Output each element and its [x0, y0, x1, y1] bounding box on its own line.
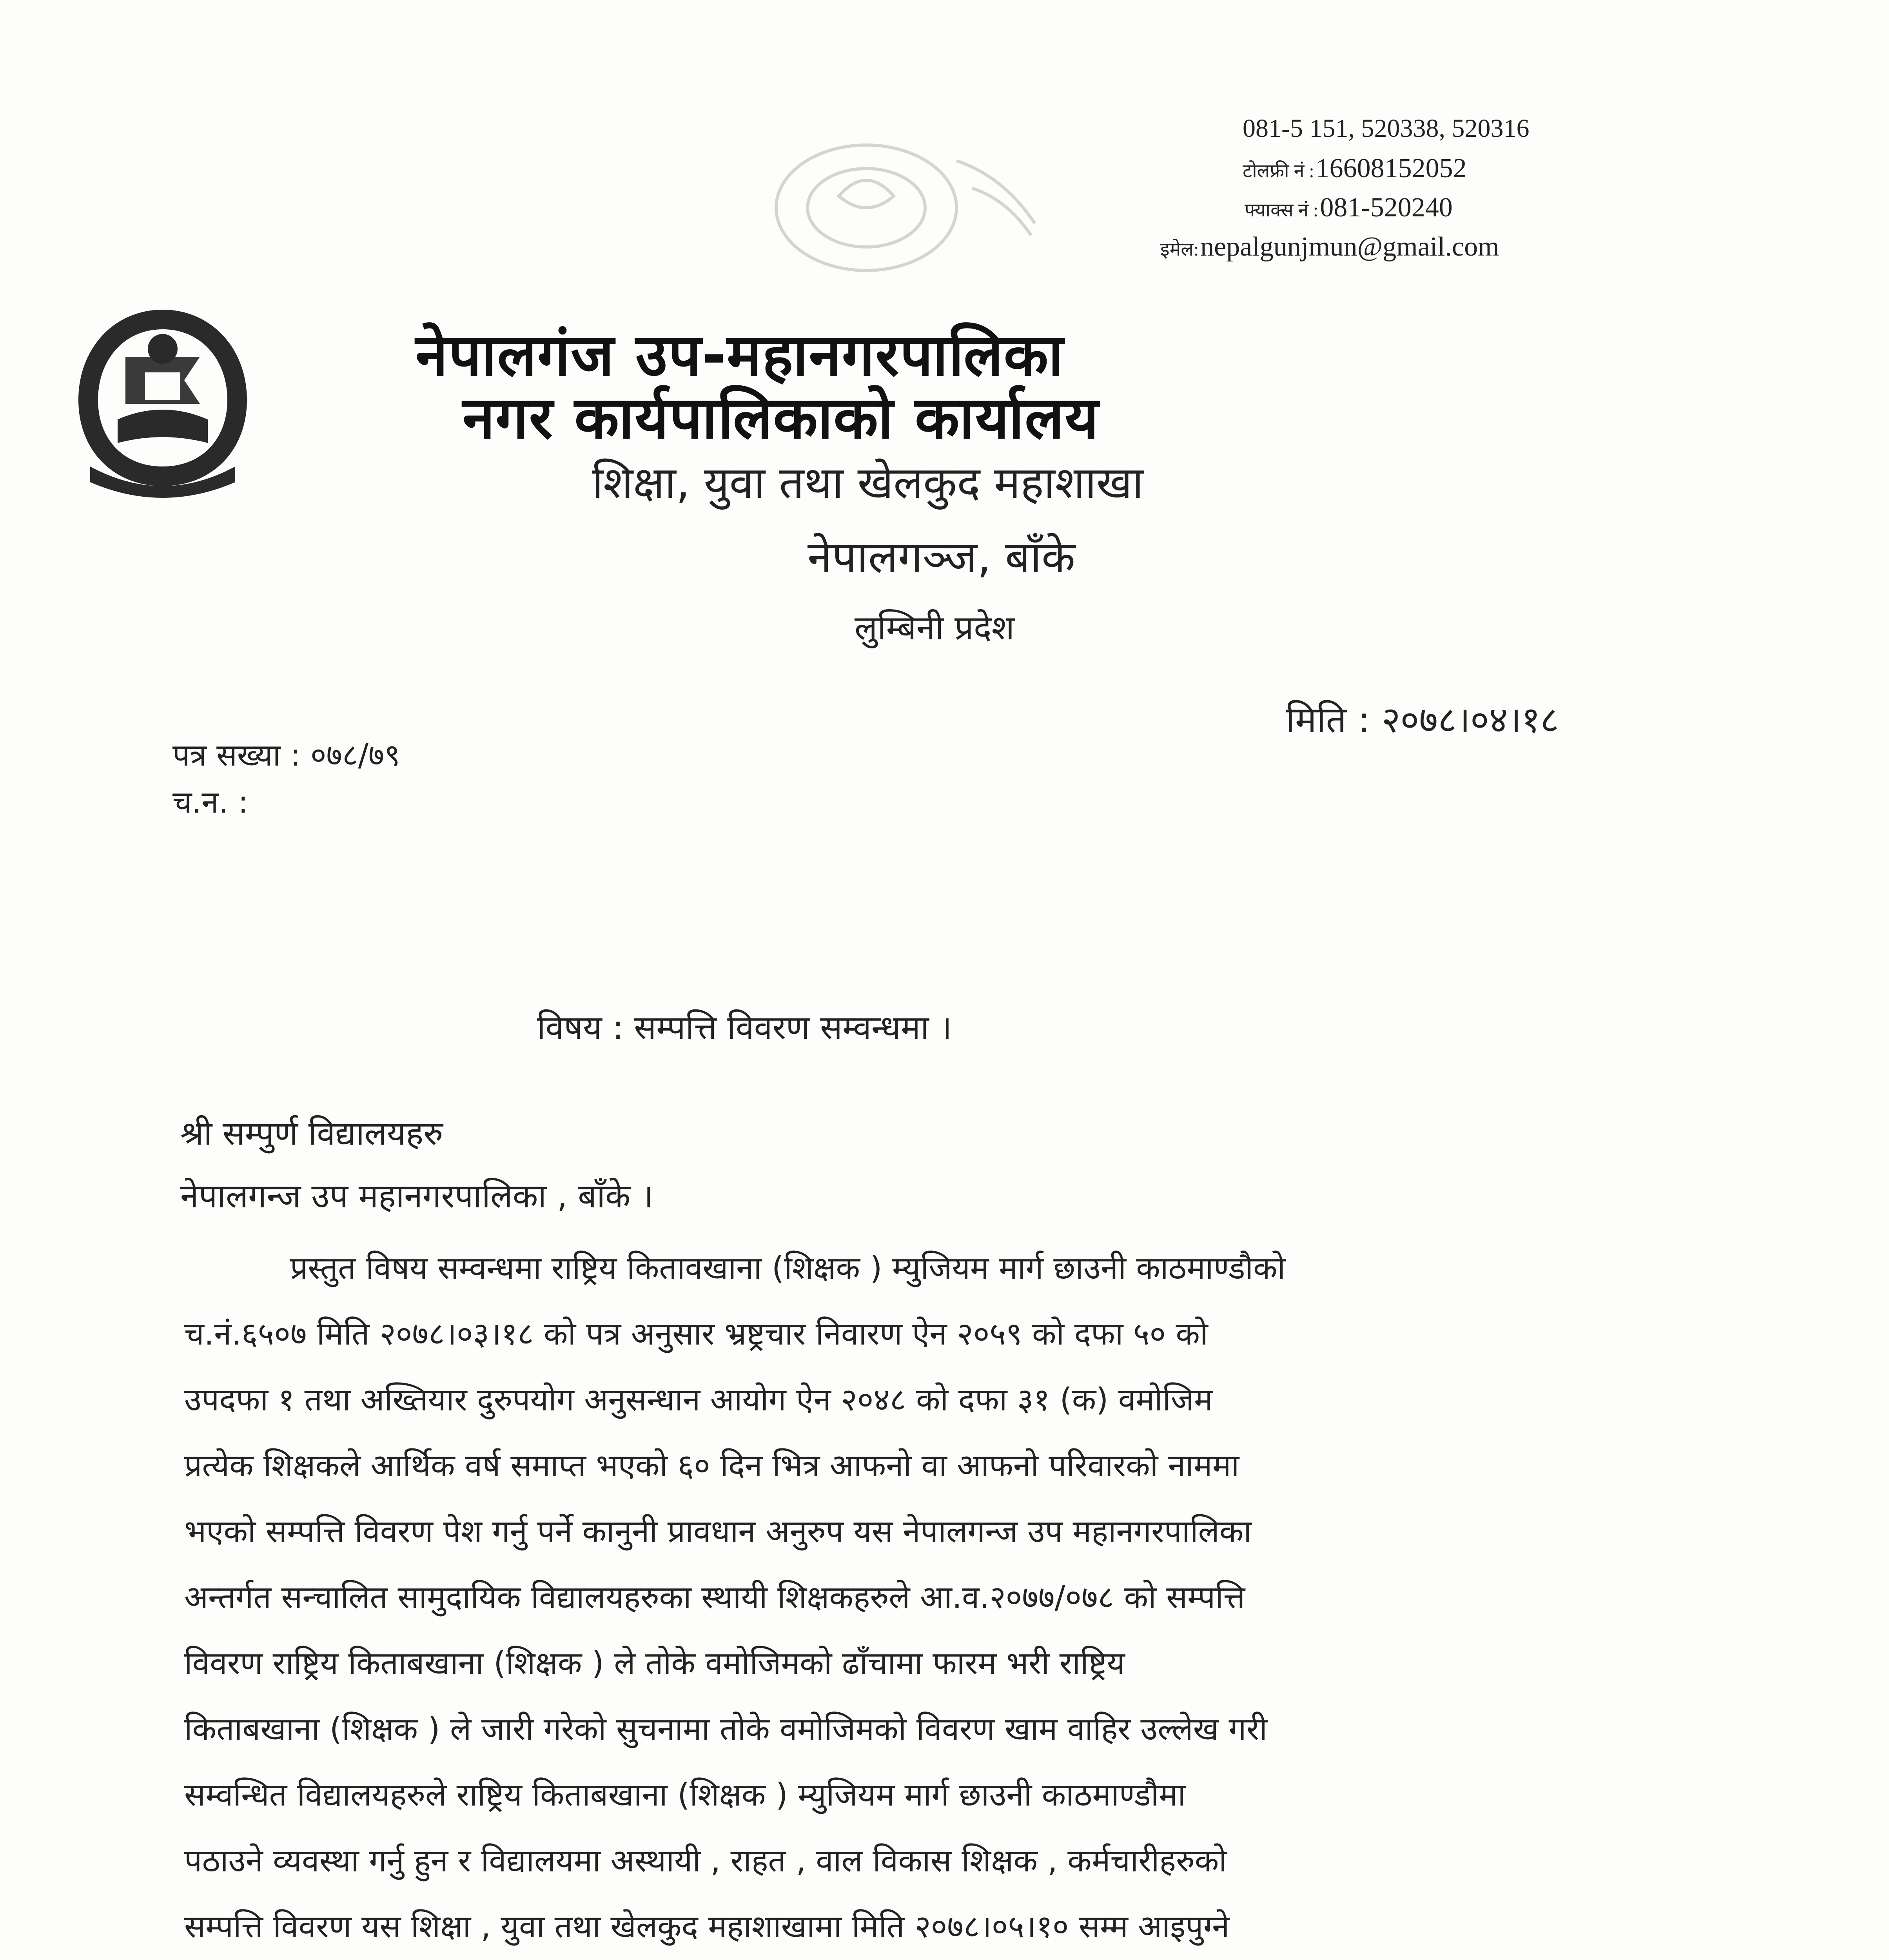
department-name: शिक्षा, युवा तथा खेलकुद महाशाखा: [592, 457, 1144, 508]
nepal-government-emblem-icon: [67, 302, 259, 506]
letter-date: मिति : २०७८।०४।१८: [1286, 699, 1559, 741]
tollfree-label: टोलफ्री नं :: [1243, 161, 1314, 181]
office-name: नगर कार्यपालिकाको कार्यालय: [463, 384, 1100, 452]
fax-number: 081-520240: [1320, 192, 1453, 223]
body-line: प्रत्येक शिक्षकले आर्थिक वर्ष समाप्त भएको ६० दिन भित्र आफनो वा आफनो परिवारको नाममा: [184, 1447, 1239, 1484]
fax-row: [1160, 192, 1670, 231]
recipient-line-1: श्री सम्पुर्ण विद्यालयहरु: [180, 1114, 443, 1152]
body-line: च.नं.६५०७ मिति २०७८।०३।१८ को पत्र अनुसार भ्रष्ट्रचार निवारण ऐन २०५९ को दफा ५० को: [184, 1316, 1208, 1352]
dispatch-number: च.न. :: [172, 785, 249, 820]
body-line: पठाउने व्यवस्था गर्नु हुन र विद्यालयमा अस्थायी , राहत , वाल विकास शिक्षक , कर्मचारीहरुको: [184, 1842, 1227, 1879]
tollfree-row: [1160, 153, 1670, 192]
recipient-line-2: नेपालगन्ज उप महानगरपालिका , बाँके ।: [180, 1177, 654, 1215]
letter-subject: विषय : सम्पत्ति विवरण सम्वन्धमा ।: [537, 1008, 952, 1047]
body-line: उपदफा १ तथा अख्तियार दुरुपयोग अनुसन्धान आयोग ऐन २०४८ को दफा ३१ (क) वमोजिम: [184, 1381, 1213, 1418]
office-seal-stamp-icon: [737, 129, 1058, 278]
body-line: किताबखाना (शिक्षक ) ले जारी गरेको सुचनामा तोके वमोजिमको विवरण खाम वाहिर उल्लेख गरी: [184, 1711, 1267, 1747]
letter-body: [184, 1239, 1705, 1960]
email-label: इमेल:: [1160, 239, 1199, 260]
body-line: सम्वन्धित विद्यालयहरुले राष्ट्रिय किताबखाना (शिक्षक ) म्युजियम मार्ग छाउनी काठमाण्डौमा: [184, 1777, 1186, 1813]
municipality-name: नेपालगंज उप-महानगरपालिका: [416, 321, 1064, 389]
province-name: लुम्बिनी प्रदेश: [855, 608, 1015, 648]
body-line: सम्पत्ति विवरण यस शिक्षा , युवा तथा खेलकुद महाशाखामा मिति २०७८।०५।१० सम्म आइपुग्ने: [184, 1908, 1230, 1945]
body-line: प्रस्तुत विषय सम्वन्धमा राष्ट्रिय कितावखाना (शिक्षक ) म्युजियम मार्ग छाउनी काठमाण्डौको: [290, 1250, 1286, 1286]
tollfree-number: 16608152052: [1316, 153, 1467, 183]
email-address: nepalgunjmun@gmail.com: [1200, 232, 1499, 262]
location-name: नेपालगञ्ज, बाँके: [807, 532, 1076, 583]
body-line: अन्तर्गत सन्चालित सामुदायिक विद्यालयहरुका स्थायी शिक्षकहरुले आ.व.२०७७/०७८ को सम्पत्ति: [184, 1579, 1245, 1615]
body-line: भएको सम्पत्ति विवरण पेश गर्नु पर्ने कानुनी प्रावधान अनुरुप यस नेपालगन्ज उप महानगरपालिका: [184, 1513, 1252, 1550]
body-line: विवरण राष्ट्रिय किताबखाना (शिक्षक ) ले तोके वमोजिमको ढाँचामा फारम भरी राष्ट्रिय: [184, 1645, 1125, 1681]
email-row: [1160, 231, 1670, 270]
phone-numbers: 081-5 151, 520338, 520316: [1243, 114, 1530, 143]
reference-number: पत्र सख्या : ०७८/७९: [172, 738, 400, 773]
fax-label: फ्याक्स नं :: [1245, 200, 1319, 221]
contact-block: [1160, 114, 1670, 270]
